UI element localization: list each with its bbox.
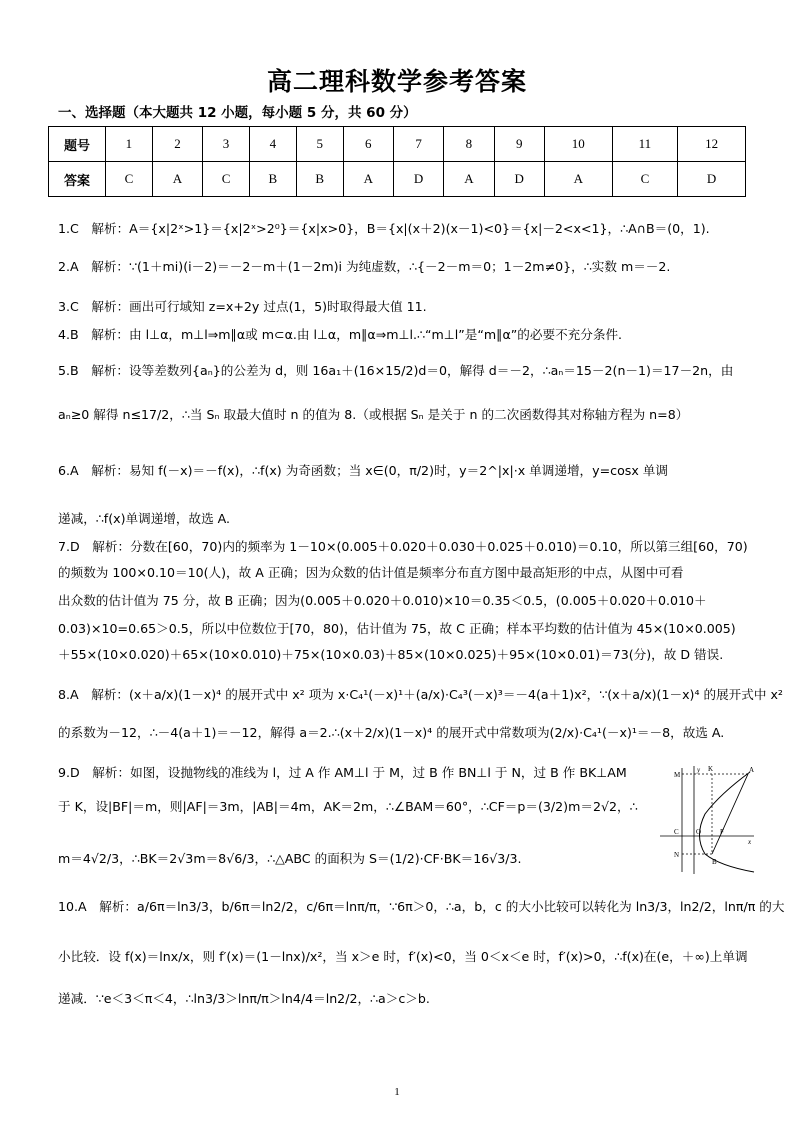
answer-cell: C <box>203 162 250 197</box>
solution-line: 6.A 解析：易知 f(－x)＝－f(x)，∴f(x) 为奇函数；当 x∈(0，π/2)时，y＝2^|x|·x 单调递增，y=cosx 单调 <box>58 463 668 478</box>
question-number: 11 <box>612 127 678 162</box>
solution-line: 的频数为 100×0.10＝10(人)，故 A 正确；因为众数的估计值是频率分布直方图中最高矩形的中点，从图中可看 <box>58 565 684 580</box>
parabola-figure <box>660 764 756 876</box>
answer-cell: C <box>612 162 678 197</box>
label-x: x <box>748 838 752 846</box>
answer-cell: A <box>444 162 494 197</box>
answer-cell: A <box>152 162 202 197</box>
solution-line: 的系数为－12，∴－4(a＋1)＝－12，解得 a＝2.∴(x＋2/x)(1－x)⁴ 的展开式中常数项为(2/x)·C₄¹(－x)¹＝－8，故选 A. <box>58 725 725 740</box>
question-number: 3 <box>203 127 250 162</box>
label-y: y <box>697 766 701 774</box>
solution-line: 9.D 解析：如图，设抛物线的准线为 l，过 A 作 AM⊥l 于 M，过 B 作 BN⊥l 于 N，过 B 作 BK⊥AM <box>58 765 627 780</box>
question-number: 10 <box>544 127 612 162</box>
question-number: 4 <box>249 127 296 162</box>
section-heading: 一、选择题（本大题共 12 小题，每小题 5 分，共 60 分） <box>58 105 417 121</box>
answer-cell: A <box>343 162 393 197</box>
solution-line: 4.B 解析：由 l⊥α，m⊥l⇒m∥α或 m⊂α.由 l⊥α，m∥α⇒m⊥l.∴“m⊥l”是“m∥α”的必要不充分条件. <box>58 327 623 342</box>
solution-line: m＝4√2/3，∴BK＝2√3m＝8√6/3，∴△ABC 的面积为 S＝(1/2)·CF·BK＝16√3/3. <box>58 851 522 866</box>
question-number: 8 <box>444 127 494 162</box>
label-b: B <box>712 858 717 866</box>
question-number: 2 <box>152 127 202 162</box>
label-m: M <box>674 771 681 779</box>
label-c: C <box>674 828 679 836</box>
label-a: A <box>749 766 755 774</box>
solution-line: 7.D 解析：分数在[60，70)内的频率为 1－10×(0.005＋0.020＋0.030＋0.025＋0.010)＝0.10，所以第三组[60，70) <box>58 539 748 554</box>
row-label: 题号 <box>49 127 106 162</box>
answer-table <box>48 126 746 197</box>
solution-line: 小比较．设 f(x)＝lnx/x，则 f′(x)＝(1－lnx)/x²，当 x＞e 时，f′(x)<0，当 0＜x＜e 时，f′(x)>0，∴f(x)在(e，＋∞)上单调 <box>58 949 748 964</box>
solution-line: 3.C 解析：画出可行域知 z=x+2y 过点(1，5)时取得最大值 11. <box>58 299 427 314</box>
label-n: N <box>674 851 680 859</box>
answer-cell: C <box>106 162 153 197</box>
page-title: 高二理科数学参考答案 <box>266 67 527 96</box>
page-number: 1 <box>394 1086 400 1098</box>
solution-line: 于 K，设|BF|＝m，则|AF|＝3m，|AB|＝4m，AK＝2m，∴∠BAM＝60°，∴CF＝p＝(3/2)m＝2√2，∴ <box>58 799 638 814</box>
solution-line: 0.03)×10=0.65＞0.5，所以中位数位于[70，80)，估计值为 75，故 C 正确；样本平均数的估计值为 45×(10×0.005) <box>58 621 736 636</box>
label-f: F <box>720 828 724 836</box>
answer-cell: B <box>296 162 343 197</box>
answer-cell: A <box>544 162 612 197</box>
solution-line: aₙ≥0 解得 n≤17/2，∴当 Sₙ 取最大值时 n 的值为 8.（或根据 Sₙ 是关于 n 的二次函数得其对称轴方程为 n=8） <box>58 407 689 422</box>
table-row-numbers <box>49 127 746 162</box>
label-k: K <box>708 765 714 773</box>
question-number: 9 <box>494 127 544 162</box>
solution-line: 出众数的估计值为 75 分，故 B 正确；因为(0.005＋0.020＋0.010)×10＝0.35＜0.5，(0.005＋0.020＋0.010＋ <box>58 593 707 608</box>
label-o: O <box>696 828 702 836</box>
row-label: 答案 <box>49 162 106 197</box>
question-number: 7 <box>393 127 443 162</box>
solution-line: 2.A 解析：∵(1＋mi)(i－2)＝－2－m＋(1－2m)i 为纯虚数，∴{－2－m＝0；1－2m≠0}，∴实数 m＝－2. <box>58 259 671 274</box>
solution-line: ＋55×(10×0.020)＋65×(10×0.010)＋75×(10×0.03)＋85×(10×0.025)＋95×(10×0.01)＝73(分)，故 D 错误. <box>58 647 724 662</box>
solution-line: 5.B 解析：设等差数列{aₙ}的公差为 d，则 16a₁＋(16×15/2)d＝0，解得 d＝－2，∴aₙ＝15－2(n－1)＝17－2n，由 <box>58 363 734 378</box>
solution-line: 1.C 解析：A＝{x|2ˣ>1}＝{x|2ˣ>2⁰}＝{x|x>0}，B＝{x|(x＋2)(x－1)<0}＝{x|－2<x<1}，∴A∩B＝(0，1). <box>58 221 710 236</box>
line-ab <box>712 774 748 854</box>
table-row-answers <box>49 162 746 197</box>
answer-cell: D <box>494 162 544 197</box>
solution-line: 递减．∵e＜3＜π＜4，∴ln3/3＞lnπ/π＞ln4/4＝ln2/2，∴a＞c＞b. <box>58 991 430 1006</box>
solution-line: 10.A 解析：a/6π＝ln3/3，b/6π＝ln2/2，c/6π＝lnπ/π，∵6π＞0，∴a，b，c 的大小比较可以转化为 ln3/3，ln2/2，lnπ/π 的大 <box>58 899 785 914</box>
question-number: 12 <box>678 127 746 162</box>
answer-cell: D <box>393 162 443 197</box>
solution-line: 递减，∴f(x)单调递增，故选 A. <box>58 511 231 526</box>
answer-cell: B <box>249 162 296 197</box>
answer-cell: D <box>678 162 746 197</box>
question-number: 5 <box>296 127 343 162</box>
question-number: 1 <box>106 127 153 162</box>
solution-line: 8.A 解析：(x＋a/x)(1－x)⁴ 的展开式中 x² 项为 x·C₄¹(－x)¹＋(a/x)·C₄³(－x)³＝－4(a＋1)x²，∵(x＋a/x)(1－x)⁴ 的展开式中 x² <box>58 687 783 702</box>
question-number: 6 <box>343 127 393 162</box>
